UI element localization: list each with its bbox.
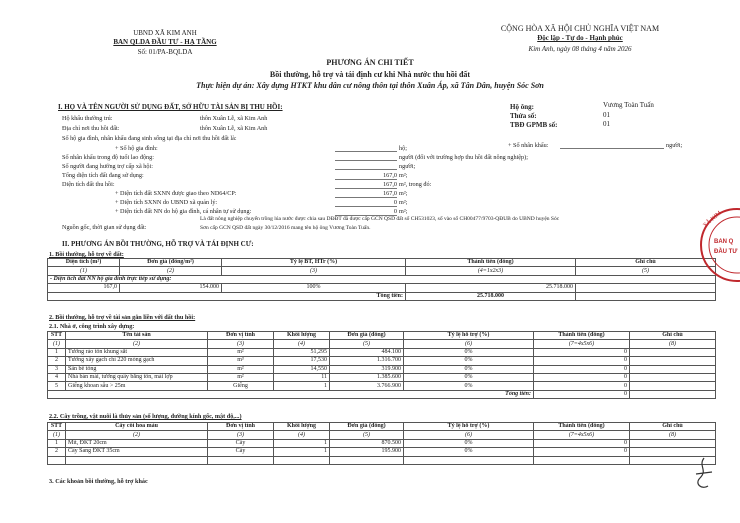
bld-unit: m² xyxy=(208,348,274,356)
other-subheading: 3. Các khoản bồi thường, hỗ trợ khác xyxy=(49,478,148,485)
sxnn-label: + Diện tích đất SXNN được giao theo ND64/CP: xyxy=(115,190,237,197)
tree-col-header: Cây cối hoa màu xyxy=(66,423,208,431)
tree-idx: (3) xyxy=(208,431,274,439)
tbd-value: 01 xyxy=(603,120,610,128)
bld-col-header: Thành tiền (đồng) xyxy=(534,332,630,340)
bld-idx: (8) xyxy=(630,340,716,348)
bld-idx: (6) xyxy=(404,340,534,348)
bld-unit: m² xyxy=(208,373,274,381)
buildings-table xyxy=(47,331,716,399)
bld-note xyxy=(630,365,716,373)
bld-amount: 0 xyxy=(534,348,630,356)
bld-price: 1.385.600 xyxy=(330,373,404,381)
handwritten-initials xyxy=(688,456,718,492)
bld-total-row xyxy=(48,390,716,398)
land-col-amount: Thành tiền (đồng) xyxy=(406,259,576,267)
tree-header-row xyxy=(48,423,716,431)
bld-col-header: Ghi chú xyxy=(630,332,716,340)
bld-qty: 51,295 xyxy=(274,348,330,356)
tree-idx: (5) xyxy=(330,431,404,439)
dt-thu-hoi-unit: m², trong đó: xyxy=(399,181,432,188)
bld-stt: 2 xyxy=(48,357,66,365)
bld-idx: (4) xyxy=(274,340,330,348)
bld-idx: (2) xyxy=(66,340,208,348)
bld-rate: 0% xyxy=(404,365,534,373)
table-row xyxy=(48,365,716,373)
red-stamp xyxy=(697,205,740,285)
bld-rate: 0% xyxy=(404,348,534,356)
bld-amount: 0 xyxy=(534,373,630,381)
nguon-goc-line2: Sơn cấp GCN QSD đất ngày 30/12/2016 mang tên hộ ông Vương Toàn Tuấn. xyxy=(200,225,371,231)
tbd-label: TBĐ GPMB số: xyxy=(510,121,558,129)
bld-col-header: STT xyxy=(48,332,66,340)
bld-price: 484.100 xyxy=(330,348,404,356)
lao-dong-unit: người (đối với trường hợp thu hồi đất nông nghiệp); xyxy=(399,154,528,161)
table-row xyxy=(48,373,716,381)
bld-amount: 0 xyxy=(534,365,630,373)
tree-note xyxy=(630,448,716,456)
table-row xyxy=(48,348,716,356)
title-sub: Bồi thường, hỗ trợ và tái định cư khi Nhà nước thu hồi đất xyxy=(269,70,471,79)
bld-idx: (1) xyxy=(48,340,66,348)
so-ho-unit: hộ; xyxy=(399,145,407,152)
land-col-area: Diện tích (m²) xyxy=(48,259,120,267)
land-col-rate: Tỷ lệ BT, HTr (%) xyxy=(222,259,406,267)
bld-idx: (7=4x5x6) xyxy=(534,340,630,348)
table-row xyxy=(48,439,716,447)
tree-col-header: STT xyxy=(48,423,66,431)
tu-su-dung-label: + Diện tích đất NN do hộ gia đình, cá nhân tự sử dụng: xyxy=(115,208,252,215)
ho-ong-value: Vương Toàn Tuấn xyxy=(603,101,654,109)
land-rate: 100% xyxy=(222,284,406,292)
ubnd-unit: m²; xyxy=(399,199,408,206)
bld-total-label: Tổng tiền: xyxy=(48,390,534,398)
tree-stt: 1 xyxy=(48,439,66,447)
bld-total-value: 0 xyxy=(534,390,630,398)
bld-price: 1.316.700 xyxy=(330,357,404,365)
bld-unit: m² xyxy=(208,365,274,373)
lao-dong-label: Số nhân khẩu trong độ tuổi lao động: xyxy=(62,154,154,161)
bld-stt: 4 xyxy=(48,373,66,381)
bld-col-header: Tên tài sản xyxy=(66,332,208,340)
table-row xyxy=(48,284,716,292)
tree-idx: (1) xyxy=(48,431,66,439)
bld-price: 319.900 xyxy=(330,365,404,373)
document-number: Số: 01/PA-BQLDA xyxy=(137,48,193,56)
bld-stt: 1 xyxy=(48,348,66,356)
cap-xa-unit: người; xyxy=(399,163,416,170)
section2-heading: II. PHƯƠNG ÁN BỒI THƯỜNG, HỖ TRỢ VÀ TÁI ĐỊNH CƯ: xyxy=(62,240,254,248)
tree-unit: Cây xyxy=(208,439,274,447)
land-header-row xyxy=(48,259,716,267)
header-left-2: BAN QLDA ĐẦU TƯ - HẠ TẦNG xyxy=(113,38,217,46)
tree-qty: 1 xyxy=(274,448,330,456)
bld-amount: 0 xyxy=(534,382,630,390)
bld-idx: (5) xyxy=(330,340,404,348)
nguon-goc-label: Nguồn gốc, thời gian sử dụng đất: xyxy=(62,224,147,231)
tong-dt-unit: m²; xyxy=(399,172,408,179)
table-row xyxy=(48,357,716,365)
bld-header-row xyxy=(48,332,716,340)
bld-name: Giếng khoan sâu > 25m xyxy=(66,382,208,390)
tree-idx: (8) xyxy=(630,431,716,439)
land-index-row xyxy=(48,267,716,275)
bld-rate: 0% xyxy=(404,357,534,365)
document-date: Kim Anh, ngày 08 tháng 4 năm 2026 xyxy=(528,45,632,53)
bld-qty: 1 xyxy=(274,382,330,390)
table-row xyxy=(48,456,716,464)
tree-qty: 1 xyxy=(274,439,330,447)
tree-rate: 0% xyxy=(404,439,534,447)
title-main: PHƯƠNG ÁN CHI TIẾT xyxy=(326,58,414,67)
title-project: Thực hiện dự án: Xây dựng HTKT khu dân cư nông thôn tại thôn Xuân Áp, xã Tân Dân, huyện Sóc Sơn xyxy=(196,81,544,90)
bld-col-header: Đơn vị tính xyxy=(208,332,274,340)
dt-thu-hoi-value: 167,0 xyxy=(335,181,397,189)
bld-name: Tường xây gạch chỉ 220 móng gạch xyxy=(66,357,208,365)
bld-note xyxy=(630,382,716,390)
bld-name: Sân bê tông xyxy=(66,365,208,373)
bld-qty: 11 xyxy=(274,373,330,381)
land-subheading: 1. Bồi thường, hỗ trợ về đất: xyxy=(49,251,124,258)
trees-subheading: 2.2. Cây trồng, vật nuôi là thủy sản (số lượng, đường kính gốc, mật độ,...) xyxy=(49,413,242,420)
land-idx: (1) xyxy=(48,267,120,275)
bld-note xyxy=(630,357,716,365)
land-amount: 25.718.000 xyxy=(406,284,576,292)
tree-price: 870.500 xyxy=(330,439,404,447)
bld-index-row xyxy=(48,340,716,348)
tree-amount: 0 xyxy=(534,448,630,456)
thua-so-label: Thửa số: xyxy=(510,112,537,120)
header-right-2: Độc lập - Tự do - Hạnh phúc xyxy=(537,34,623,42)
tree-col-header: Ghi chú xyxy=(630,423,716,431)
land-group-label: - Diện tích đất NN hộ gia đình trực tiếp sử dụng: xyxy=(48,275,716,283)
sxnn-value: 167,0 xyxy=(335,190,397,198)
ubnd-value: 0 xyxy=(335,199,397,207)
header-right-1: CỘNG HÒA XÃ HỘI CHỦ NGHĨA VIỆT NAM xyxy=(500,24,660,33)
tree-idx: (6) xyxy=(404,431,534,439)
tree-col-header: Đơn vị tính xyxy=(208,423,274,431)
tree-col-header: Thành tiền (đồng) xyxy=(534,423,630,431)
stamp-text-1: XÃ KIM xyxy=(702,210,723,230)
tong-dt-value: 167,0 xyxy=(335,172,397,180)
bld-name: Nhà bán mái, tường quây bằng tôn, mái lợp xyxy=(66,373,208,381)
stamp-text-2: BAN Q xyxy=(714,239,734,245)
bld-name: Tường rào tôn khung sắt xyxy=(66,348,208,356)
land-total-label: Tổng tiền: xyxy=(48,292,406,300)
tree-amount: 0 xyxy=(534,439,630,447)
land-col-note: Ghi chú xyxy=(576,259,716,267)
land-total-row xyxy=(48,292,716,300)
assets-subheading: 2. Bồi thường, hỗ trợ về tài sản gắn liền với đất thu hồi: xyxy=(49,314,196,321)
land-area: 167,0 xyxy=(48,284,120,292)
bld-note xyxy=(630,348,716,356)
bld-col-header: Tỷ lệ hỗ trợ (%) xyxy=(404,332,534,340)
bld-amount: 0 xyxy=(534,357,630,365)
land-idx: (3) xyxy=(222,267,406,275)
tree-idx: (2) xyxy=(66,431,208,439)
tree-stt: 2 xyxy=(48,448,66,456)
bld-rate: 0% xyxy=(404,382,534,390)
so-nk-label: + Số nhân khẩu: xyxy=(508,142,549,149)
header-left-1: UBND XÃ KIM ANH xyxy=(133,29,197,37)
tree-col-header: Đơn giá (đồng) xyxy=(330,423,404,431)
land-total-value: 25.718.000 xyxy=(406,292,576,300)
tu-su-dung-unit: m²; xyxy=(399,208,408,215)
land-col-price: Đơn giá (đồng/m²) xyxy=(120,259,222,267)
tree-idx: (4) xyxy=(274,431,330,439)
tree-rate: 0% xyxy=(404,448,534,456)
dt-thu-hoi-label: Diện tích đất thu hồi: xyxy=(62,181,115,188)
tree-price: 195.900 xyxy=(330,448,404,456)
land-group-row xyxy=(48,275,716,283)
bld-qty: 17,530 xyxy=(274,357,330,365)
tree-unit: Cây xyxy=(208,448,274,456)
tree-col-header: Tỷ lệ hỗ trợ (%) xyxy=(404,423,534,431)
bld-note xyxy=(630,373,716,381)
tu-su-dung-value: 0 xyxy=(335,208,397,216)
bld-qty: 14,550 xyxy=(274,365,330,373)
section1-heading: I. HỌ VÀ TÊN NGƯỜI SỬ DỤNG ĐẤT, SỞ HỮU TÀI SẢN BỊ THU HỒI: xyxy=(58,103,283,111)
bld-col-header: Đơn giá (đồng) xyxy=(330,332,404,340)
tree-note xyxy=(630,439,716,447)
ho-khau-label: Hộ khẩu thường trú: xyxy=(62,115,113,122)
tree-idx: (7=4x5x6) xyxy=(534,431,630,439)
table-row xyxy=(48,448,716,456)
land-table xyxy=(47,258,716,301)
thua-so-value: 01 xyxy=(603,111,610,119)
bld-stt: 5 xyxy=(48,382,66,390)
tree-name: Mít, ĐKT 20cm xyxy=(66,439,208,447)
bld-rate: 0% xyxy=(404,373,534,381)
tong-dt-label: Tổng diện tích đất đang sử dụng: xyxy=(62,172,144,179)
tree-index-row xyxy=(48,431,716,439)
bld-stt: 3 xyxy=(48,365,66,373)
bld-col-header: Khối lượng xyxy=(274,332,330,340)
so-nk-unit: người; xyxy=(666,142,683,149)
bld-unit: Giếng xyxy=(208,382,274,390)
ho-ong-label: Hộ ông: xyxy=(510,103,534,111)
bld-idx: (3) xyxy=(208,340,274,348)
ho-khau-value: thôn Xuân Lễ, xã Kim Anh xyxy=(200,115,268,122)
bld-price: 3.766.900 xyxy=(330,382,404,390)
so-ho-gd-label: + Số hộ gia đình: xyxy=(115,145,158,152)
tree-col-header: Khối lượng xyxy=(274,423,330,431)
buildings-subheading: 2.1. Nhà ở, công trình xây dựng: xyxy=(49,323,135,330)
dia-chi-value: thôn Xuân Lễ, xã Kim Anh xyxy=(200,125,268,132)
cap-xa-label: Số người đang hưởng trợ cấp xã hội: xyxy=(62,163,153,170)
land-idx: (5) xyxy=(576,267,716,275)
trees-table xyxy=(47,422,716,465)
land-idx: (4=1x2x3) xyxy=(406,267,576,275)
sxnn-unit: m²; xyxy=(399,190,408,197)
stamp-text-3: ĐẦU TƯ xyxy=(714,249,738,255)
dia-chi-label: Địa chỉ nơi thu hồi đất: xyxy=(62,125,120,132)
ubnd-label: + Diện tích SXNN do UBND xã quản lý: xyxy=(115,199,218,206)
so-ho-label: Số hộ gia đình, nhân khẩu đang sinh sống tại địa chỉ nơi thu hồi đất là: xyxy=(62,135,237,142)
nguon-goc-line1: Là đất nông nghiệp chuyển trồng lúa nước được chia sau DĐĐT đã được cấp GCN QSD đất số CH531023, số vào sổ CH00477/9703-QĐUB do UBND huyện Sóc xyxy=(200,216,560,222)
land-note xyxy=(576,284,716,292)
table-row xyxy=(48,382,716,390)
tree-name: Cây Sang ĐKT 35cm xyxy=(66,448,208,456)
bld-unit: m³ xyxy=(208,357,274,365)
land-price: 154.000 xyxy=(120,284,222,292)
land-idx: (2) xyxy=(120,267,222,275)
